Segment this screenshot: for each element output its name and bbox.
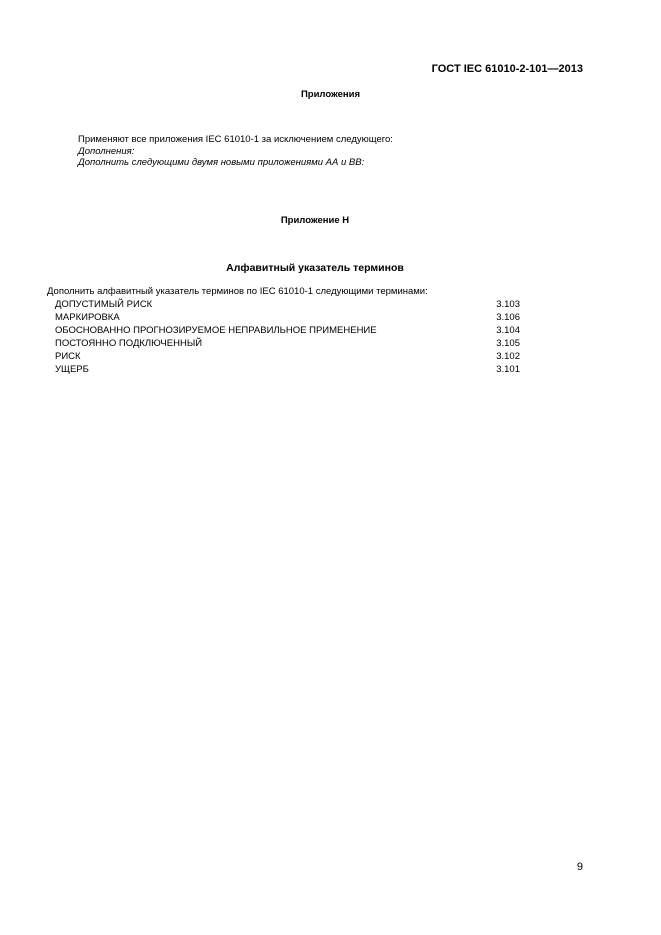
- term-row: [55, 311, 520, 324]
- annex-h-heading: Приложение Н: [280, 215, 350, 226]
- additions-text: Дополнить следующими двумя новыми приложениями АА и ВВ:: [78, 157, 365, 168]
- term-name: УЩЕРБ: [55, 364, 89, 375]
- term-reference: 3.104: [496, 325, 520, 336]
- term-reference: 3.105: [496, 338, 520, 349]
- term-reference: 3.106: [496, 312, 520, 323]
- term-row: [55, 350, 520, 363]
- annexes-heading: Приложения: [300, 89, 361, 100]
- index-heading: Алфавитный указатель терминов: [226, 262, 404, 274]
- term-name: МАРКИРОВКА: [55, 312, 120, 323]
- document-code: ГОСТ IEC 61010-2-101—2013: [431, 63, 583, 75]
- term-row: [55, 324, 520, 337]
- term-reference: 3.102: [496, 351, 520, 362]
- term-row: [55, 298, 520, 311]
- additions-label: Дополнения:: [78, 146, 135, 157]
- index-intro-text: Дополнить алфавитный указатель терминов по IEC 61010-1 следующими терминами:: [47, 286, 428, 297]
- term-row: [55, 337, 520, 350]
- term-row: [55, 363, 520, 376]
- term-reference: 3.101: [496, 364, 520, 375]
- annexes-intro-line: Применяют все приложения IEC 61010-1 за исключением следующего:: [78, 134, 393, 145]
- terms-list: [55, 298, 520, 376]
- term-name: ПОСТОЯННО ПОДКЛЮЧЕННЫЙ: [55, 338, 203, 349]
- page-number: 9: [576, 861, 583, 873]
- term-name: ОБОСНОВАННО ПРОГНОЗИРУЕМОЕ НЕПРАВИЛЬНОЕ ПРИМЕНЕНИЕ: [55, 325, 377, 336]
- term-name: РИСК: [55, 351, 81, 362]
- term-name: ДОПУСТИМЫЙ РИСК: [55, 299, 153, 310]
- term-reference: 3.103: [496, 299, 520, 310]
